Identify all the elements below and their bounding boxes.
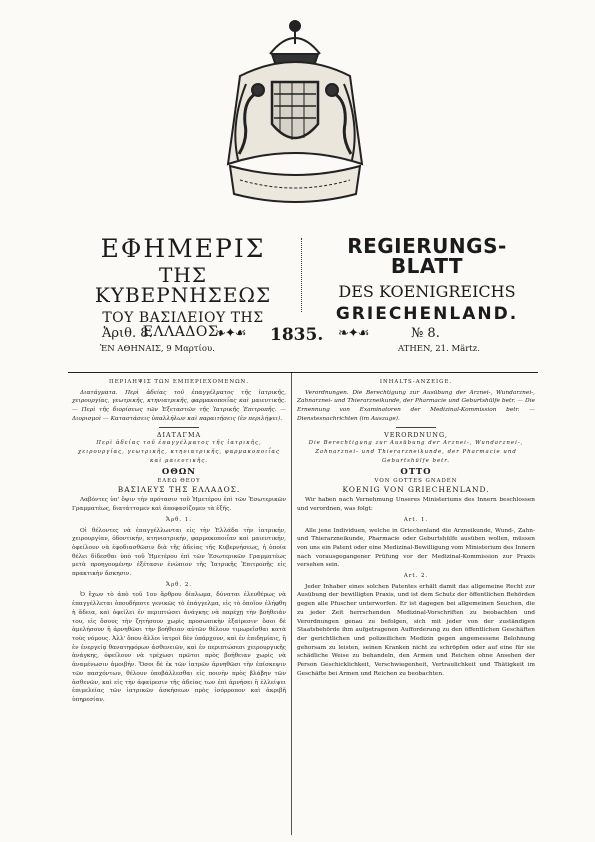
greek-decree-subject: Περὶ ἀδείας τοῦ ἐπαγγέλματος τῆς ἰατρικῆς, χειρουργίας, γεωτρικῆς, κτηνιατρικῆς, φαρμακοποιΐας καὶ μαιευτικῆς. <box>78 440 280 464</box>
greek-column <box>72 378 286 707</box>
separator <box>396 427 436 428</box>
greek-contents-title: ΠΕΡΙΛΗΨΙΣ ΤΩΝ ΕΜΠΕΡΙΕΧΟΜΕΝΩΝ. <box>109 379 249 385</box>
greek-contents-text: Διατάγματα. Περὶ ἀδείας τοῦ ἐπαγγέλματος τῆς ἰατρικῆς, χειρουργίας, γεωτρικῆς, κτηνιατρικῆς, φαρμακοποιΐας καὶ μαιευτικῆς. — Περὶ τῆς διορίσεως τῶν Ἐξεταστῶν τῆς Ἰατρικῆς Ἐπιτροπῆς. — Διορισμοὶ — Καταστάσεις ὑπαλλήλων καὶ παραιτήσεις (ἐν περιλήψει). <box>72 389 286 422</box>
german-decree-subject: Die Berechtigung zur Ausübung der Arznei-, Wundarznei-, Zahnarznei- und Thierarzneikunde, der Pharmacie und Geburtshülfe betr. <box>308 440 524 464</box>
issue-year: 1835. <box>270 325 324 345</box>
greek-title-line-1: ΕΦΗΜΕΡΙΣ <box>100 234 266 263</box>
german-article-2-text: Jeder Inhaber eines solchen Patentes erhält damit das allgemeine Recht zur Ausübung der bewilligten Praxis, und ist dem Schutz der öffentlichen Behörden gegen alle Pfuscher unterworfen. Er ist dagegen bei allgemeinen Seuchen, die zu jeder Zeit herrschenden Medizinal-Vorschriften zu beobachten und Verordnungen genau zu befolgen, sich mit jeder von der zuständigen Staatsbehörde ihm aufgetragenen Aufforderung zu den öffentlichen Geschäften der gerichtlichen und polizeilichen Medizin gegen angemessene Belohnung gehorsam zu leisten, seinen Kranken nicht zu schröpfen oder auf eine für sie schädliche Weise zu behandeln, den Armen und Reichen ohne Ansehen der Person Geschicklichkeit, Verschwiegenheit, Vertraulichkeit und Thätigkeit im Geschäfte bei Armen und Reichen zu beobachten. <box>297 583 535 677</box>
masthead-divider <box>301 238 302 312</box>
greek-king-title-1: ΕΛΕΩ ΘΕΟΥ <box>157 478 201 485</box>
german-contents-title: INHALTS-ANZEIGE. <box>379 379 453 385</box>
german-title-line-3: GRIECHENLAND. <box>335 304 519 324</box>
german-decree-title: VERORDNUNG, <box>384 430 448 439</box>
greek-king-name: ΟΘΩΝ <box>161 467 197 478</box>
german-column <box>297 378 535 681</box>
greek-decree-title: ΔΙΑΤΑΓΜΑ <box>156 430 202 439</box>
german-intro: Wir haben nach Vernehmung Unseres Ministeriums des Innern beschlossen und verordnen, was folgt: <box>297 497 535 513</box>
column-divider <box>291 373 292 835</box>
top-rule <box>68 372 538 373</box>
ornament-right-icon: ❧✦☙ <box>338 326 369 341</box>
german-king-title-2: KOENIG VON GRIECHENLAND. <box>342 484 490 494</box>
royal-coat-of-arms-icon <box>200 14 390 214</box>
ornament-left-icon: ❧✦☙ <box>215 326 246 341</box>
greek-article-1-label: Ἄρθ. 1. <box>166 516 192 523</box>
german-king-name: OTTO <box>400 467 432 478</box>
greek-issue-number: Ἀριθ. 8. <box>102 326 153 341</box>
greek-title-line-3: ΤΟΥ ΒΑΣΙΛΕΙΟΥ ΤΗΣ ΕΛΛΑΔΟΣ. <box>102 310 264 340</box>
greek-article-2-text: Ὁ ἔχων τὸ ἀπὸ τοῦ 1ου ἄρθρου δίπλωμα, δύναται ἐλευθέρως νὰ ἐπαγγέλλεται ὁπουδήποτε γενικῶς τὸ ἐπάγγελμα, εἰς τὸ ὁποῖον ἐλήφθη ἡ ἄδεια, καὶ ὀφείλει ἐν περιπτώσει ἀνάγκης νὰ παρέχῃ τὴν βοήθειάν του, εἰς ὅσους τὴν ζητήσουν χωρὶς προσωπικὴν ἐξαίρεσιν· ὅσοι δὲ ἀμελήσουν ἢ ἀρνηθῶσι τὴν βοήθειαν αὐτῶν θέλουν τιμωρεῖσθαι κατὰ τοὺς νόμους. Ἀλλ' ὅπου ἄλλοι ἰατροὶ δὲν ὑπάρχουν, καὶ ἐν ἐπιδημίαις, ἢ ἐν ἐνεργείᾳ θανατηφόρων ἀσθενειῶν, καὶ ἐν περιπτώσεσι χειρουργικῆς ἀνάγκης, ὀφείλουν νὰ τρέχωσι πρῶτοι πρὸς βοήθειαν χωρὶς νὰ ἀναμένωσιν ἀμοιβήν. Ὅσοι δὲ ἐκ τῶν ἰατρῶν ἀρνηθῶσι τὴν ἐπίσκεψιν τῶν πασχόντων, θέλουν ὑποβάλλεσθαι εἰς ποινὴν πρὸς βλάβην τῶν ἀσθενῶν, καὶ εἰς τὴν ἀφαίρεσιν τῆς ἀδείας των ἐπὶ ἀρνήσει ἢ ἐλλείψει ἐπιμελείας τῶν ἰατρικῶν ἀσκήσεων πρὸς ἰσόρροπον καὶ ἀκριβῆ ὑπηρεσίαν. <box>72 592 286 703</box>
greek-title <box>70 236 296 339</box>
greek-issue-date: ἘΝ ΑΘΗΝΑΙΣ, 9 Μαρτίου. <box>100 344 215 354</box>
german-title <box>312 236 542 323</box>
german-issue-date: ATHEN, 21. Märtz. <box>398 344 480 354</box>
german-article-2-label: Art. 2. <box>403 573 429 580</box>
greek-title-line-2: ΤΗΣ ΚΥΒΕΡΝΗΣΕΩΣ <box>94 263 272 307</box>
german-article-1-text: Alle jene Individuen, welche in Griechenland die Arzneikunde, Wund-, Zahn- und Thierarzneikunde, Pharmacie oder Geburtshülfe ausüben wollen, müssen von uns ein Patent oder eine Medizinal-Bewilligung vom Ministerium des Innern nach vorausgegangener Prüfung vor der Medizinal-Kommission zur Praxis versehen sein. <box>297 527 535 569</box>
greek-intro: Λαβόντες ὑπ' ὄψιν τὴν πρότασιν τοῦ Ἡμετέρου ἐπὶ τῶν Ἐσωτερικῶν Γραμματέως, διατάττομεν καὶ ἀποφασίζομεν τὰ ἑξῆς. <box>72 497 286 513</box>
german-title-line-1: REGIERUNGS-BLATT <box>347 234 507 278</box>
german-contents-text: Verordnungen. Die Berechtigung zur Ausübung der Arznei-, Wundarznei-, Zahnarznei- und Thierarzneikunde, der Pharmacie und Geburtshülfe betr. — Die Ernennung von Examinatoren der Medizinal-Kommission betr. — Dienstesnachrichten (im Auszuge). <box>297 389 535 422</box>
greek-article-2-label: Ἄρθ. 2. <box>166 581 192 588</box>
issue-line <box>100 326 545 366</box>
german-issue-number: № 8. <box>411 326 440 341</box>
german-article-1-label: Art. 1. <box>403 516 429 523</box>
german-king-title-1: VON GOTTES GNADEN <box>374 478 458 485</box>
greek-king-title-2: ΒΑΣΙΛΕΥΣ ΤΗΣ ΕΛΛΑΔΟΣ. <box>117 484 241 494</box>
greek-article-1-text: Οἱ θέλοντες νὰ ἐπαγγέλλωνται εἰς τὴν Ἑλλάδα τὴν ἰατρικήν, χειρουργίαν, ὀδοντικήν, κτηνιατρικήν, φαρμακοποιΐαν καὶ μαιευτικήν, ὀφείλουν νὰ ἐφοδιασθῶσιν διὰ τῆς ἀδείας τῆς Κυβερνήσεως, ἡ ὁποία θέλει δίδεσθαι ὑπὸ τοῦ Ἡμετέρου ἐπὶ τῶν Ἐσωτερικῶν Γραμματέως μετὰ προηγουμένην ἐξέτασιν ἐνώπιον τῆς Ἰατρικῆς Ἐπιτροπῆς εἰς πρακτικὴν ἄσκησιν. <box>72 527 286 578</box>
german-title-line-2: DES KOENIGREICHS <box>338 282 516 301</box>
separator <box>159 427 199 428</box>
